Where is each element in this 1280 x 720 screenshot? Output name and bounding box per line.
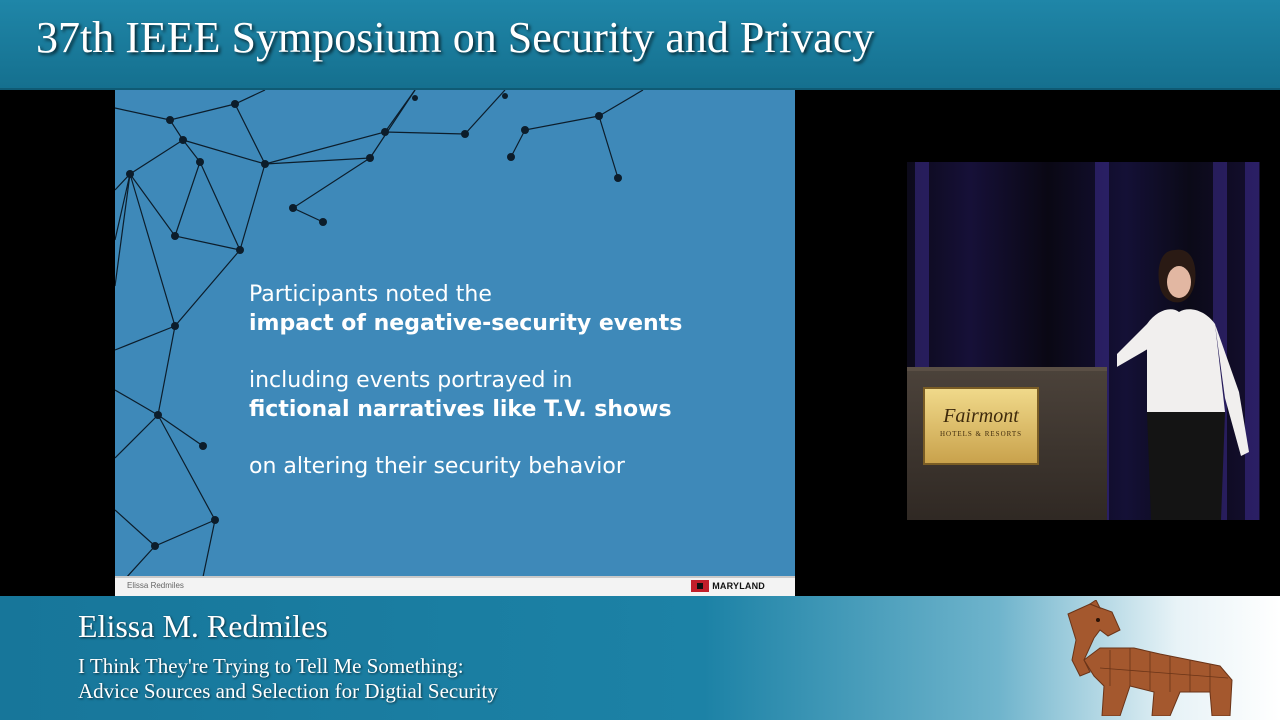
talk-title <box>78 654 498 704</box>
podium-plaque <box>923 387 1039 465</box>
podium <box>907 367 1107 520</box>
slide-footer-author: Elissa Redmiles <box>127 581 184 590</box>
speaker-camera-feed <box>907 162 1260 520</box>
slide-line-bold: fictional narratives like T.V. shows <box>249 397 672 422</box>
trojan-horse-icon <box>1060 600 1240 716</box>
conference-title: 37th IEEE Symposium on Security and Privacy <box>36 13 875 62</box>
speaker-name: Elissa M. Redmiles <box>78 608 328 644</box>
conference-header <box>0 0 1280 90</box>
slide-paragraph <box>249 452 789 481</box>
slide-paragraph <box>249 280 789 338</box>
plaque-subtitle: HOTELS & RESORTS <box>939 430 1023 438</box>
university-logo <box>691 580 765 592</box>
plaque-brand: Fairmont <box>943 405 1019 427</box>
slide-footer <box>115 576 795 596</box>
speaker-figure <box>1117 242 1257 520</box>
slide-line-bold: impact of negative-security events <box>249 311 683 336</box>
maryland-logo-icon <box>691 580 709 592</box>
slide-body <box>249 280 789 509</box>
slide-line: on altering their security behavior <box>249 454 625 479</box>
slide-paragraph <box>249 366 789 424</box>
talk-title-line: I Think They're Trying to Tell Me Something: <box>78 654 464 678</box>
lower-third-banner <box>0 596 1280 720</box>
presentation-slide <box>115 90 795 596</box>
logo-text: MARYLAND <box>712 581 765 591</box>
slide-line: Participants noted the <box>249 282 492 307</box>
slide-line: including events portrayed in <box>249 368 573 393</box>
talk-title-line: Advice Sources and Selection for Digtial Security <box>78 679 498 703</box>
